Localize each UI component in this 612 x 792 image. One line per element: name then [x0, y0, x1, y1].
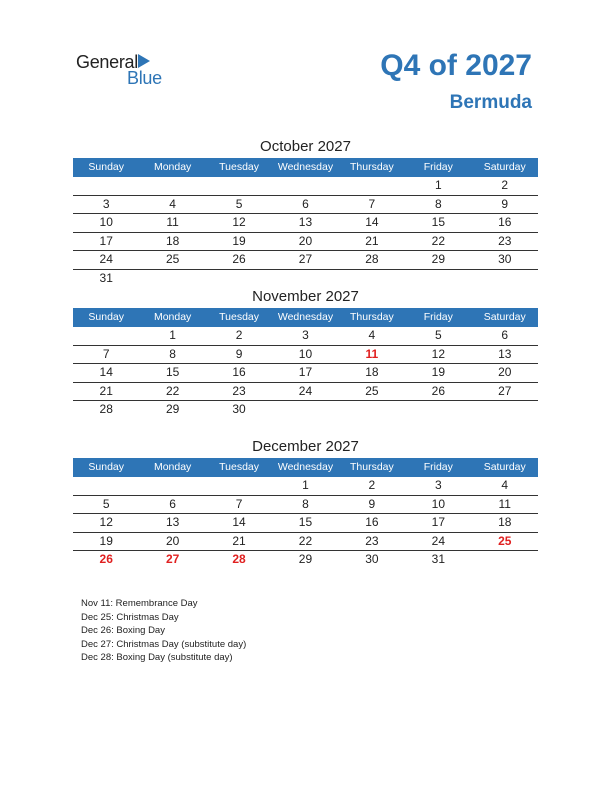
day-cell: 2 [235, 328, 243, 342]
week-row [73, 346, 538, 365]
holiday-note: Dec 26: Boxing Day [81, 625, 165, 636]
weekday-label: Saturday [483, 311, 526, 323]
holiday-note: Dec 25: Christmas Day [81, 611, 179, 623]
month-title: October 2027 [260, 138, 351, 155]
day-cell: 15 [298, 515, 313, 529]
weekday-label: Tuesday [219, 161, 259, 173]
day-cell: 6 [501, 328, 509, 342]
week-row [73, 214, 538, 233]
day-cell: 1 [169, 328, 176, 342]
weekday-label: Monday [153, 161, 192, 173]
day-cell: 5 [102, 496, 110, 511]
day-cell: 3 [434, 478, 442, 492]
day-cell [339, 401, 405, 419]
day-cell: 20 [298, 233, 313, 248]
day-cell: 7 [368, 196, 376, 211]
day-cell: 23 [498, 233, 512, 248]
day-cell: 3 [302, 328, 309, 342]
month-november [73, 286, 538, 419]
day-cell: 18 [365, 365, 379, 379]
day-cell: 11 [365, 346, 379, 361]
day-cell [73, 477, 139, 495]
week-row [73, 514, 538, 533]
week-row [73, 551, 538, 569]
holiday-note: Dec 27: Christmas Day (substitute day) [81, 638, 247, 650]
weekday-label: Tuesday [219, 461, 259, 473]
weekday-label: Wednesday [277, 461, 334, 473]
weekday-label: Sunday [88, 311, 125, 323]
day-cell: 27 [498, 383, 512, 398]
day-cell: 28 [365, 252, 379, 266]
day-cell: 19 [99, 533, 113, 548]
day-cell: 24 [99, 252, 113, 266]
week-row [73, 233, 538, 252]
day-cell: 16 [498, 215, 512, 229]
day-cell [472, 401, 538, 419]
day-cell: 3 [102, 196, 110, 211]
day-cell [272, 177, 338, 195]
day-cell: 29 [431, 252, 445, 266]
day-cell: 23 [232, 383, 246, 398]
day-cell: 5 [434, 328, 442, 342]
day-cell [272, 401, 338, 419]
weekday-label: Saturday [483, 161, 526, 173]
day-cell: 11 [166, 215, 179, 229]
day-cell: 4 [169, 196, 176, 211]
week-row [73, 251, 538, 270]
day-cell: 17 [431, 515, 445, 529]
day-cell: 27 [298, 252, 313, 266]
country-name: Bermuda [449, 92, 532, 113]
weekday-label: Monday [153, 311, 192, 323]
week-row [73, 401, 538, 419]
day-cell: 8 [302, 496, 309, 511]
day-cell: 31 [431, 552, 445, 566]
month-title: December 2027 [252, 438, 359, 455]
weekday-label: Tuesday [219, 311, 259, 323]
holiday-notes [81, 597, 246, 665]
day-cell: 24 [431, 533, 445, 548]
day-cell: 21 [232, 533, 246, 548]
day-cell: 14 [232, 515, 246, 529]
day-cell: 25 [365, 383, 379, 398]
day-cell: 23 [365, 533, 379, 548]
day-cell [339, 177, 405, 195]
week-row [73, 477, 538, 496]
day-cell [472, 270, 538, 288]
day-cell: 14 [365, 215, 379, 229]
page-title: Q4 of 2027 [380, 49, 532, 82]
day-cell [206, 477, 272, 495]
day-cell: 13 [298, 215, 313, 229]
day-cell: 26 [431, 383, 445, 398]
day-cell: 30 [365, 552, 379, 566]
weekday-label: Friday [423, 311, 453, 323]
week-row [73, 270, 538, 288]
weekday-label: Wednesday [277, 311, 334, 323]
weekday-header [73, 308, 538, 327]
day-cell: 12 [431, 346, 445, 361]
day-cell: 6 [169, 496, 176, 511]
day-cell: 21 [99, 383, 113, 398]
week-row [73, 533, 538, 552]
weekday-label: Sunday [88, 161, 125, 173]
day-cell: 28 [99, 402, 113, 416]
day-cell: 9 [368, 496, 376, 511]
day-cell: 21 [365, 233, 379, 248]
day-cell: 12 [99, 515, 113, 529]
day-cell [472, 551, 538, 569]
day-cell: 25 [165, 252, 180, 266]
day-cell: 16 [232, 365, 246, 379]
day-cell [73, 177, 139, 195]
day-cell: 1 [434, 178, 442, 192]
day-cell: 19 [232, 233, 246, 248]
weekday-label: Wednesday [277, 161, 334, 173]
day-cell [139, 177, 205, 195]
day-cell: 7 [102, 346, 110, 361]
day-cell: 2 [368, 478, 376, 492]
day-cell: 2 [501, 178, 509, 192]
day-cell: 29 [298, 552, 313, 566]
week-row [73, 177, 538, 196]
day-cell: 5 [235, 196, 243, 211]
day-cell: 19 [431, 365, 445, 379]
logo-general-text: General [76, 52, 138, 72]
day-cell: 28 [232, 552, 246, 566]
weekday-header [73, 158, 538, 177]
weekday-label: Thursday [350, 311, 394, 323]
day-cell [405, 401, 471, 419]
day-cell: 8 [434, 196, 442, 211]
holiday-note: Dec 28: Boxing Day (substitute day) [81, 652, 233, 663]
day-cell [139, 477, 205, 495]
month-title: November 2027 [252, 288, 359, 305]
day-cell: 18 [498, 515, 512, 529]
day-cell: 20 [498, 365, 512, 379]
day-cell: 15 [431, 215, 445, 229]
day-cell: 22 [298, 533, 313, 548]
day-cell: 20 [165, 533, 180, 548]
logo-blue-text: Blue [127, 68, 162, 88]
week-row [73, 364, 538, 383]
weekday-label: Thursday [350, 161, 394, 173]
day-cell [73, 327, 139, 345]
day-cell: 6 [302, 196, 309, 211]
day-cell: 22 [165, 383, 180, 398]
day-cell: 30 [498, 252, 512, 266]
day-cell [339, 270, 405, 288]
day-cell: 8 [169, 346, 176, 361]
day-cell [405, 270, 471, 288]
day-cell [206, 177, 272, 195]
week-row [73, 327, 538, 346]
day-cell: 18 [165, 233, 180, 248]
day-cell: 27 [165, 552, 180, 566]
day-cell: 10 [298, 346, 313, 361]
day-cell: 25 [498, 533, 512, 548]
day-cell: 15 [165, 365, 180, 379]
logo [76, 52, 176, 92]
day-cell: 4 [368, 328, 376, 342]
month-october [73, 136, 538, 287]
week-row [73, 196, 538, 215]
weekday-label: Friday [423, 461, 453, 473]
day-cell: 29 [165, 402, 180, 416]
weekday-label: Friday [423, 161, 453, 173]
day-cell [272, 270, 338, 288]
weekday-label: Thursday [350, 461, 394, 473]
day-cell: 10 [431, 496, 445, 511]
day-cell: 26 [232, 252, 246, 266]
week-row [73, 496, 538, 515]
day-cell [206, 270, 272, 288]
day-cell: 24 [298, 383, 313, 398]
day-cell: 10 [99, 215, 113, 229]
day-cell [139, 270, 205, 288]
day-cell: 31 [99, 270, 113, 285]
day-cell: 14 [99, 365, 113, 379]
day-cell: 12 [232, 215, 246, 229]
month-december [73, 436, 538, 569]
weekday-label: Sunday [88, 461, 125, 473]
day-cell: 16 [365, 515, 379, 529]
day-cell: 30 [232, 402, 246, 416]
holiday-note: Nov 11: Remembrance Day [81, 598, 198, 609]
week-row [73, 383, 538, 402]
weekday-label: Saturday [483, 461, 526, 473]
day-cell: 7 [235, 496, 243, 511]
day-cell: 17 [99, 233, 113, 248]
day-cell: 11 [498, 496, 511, 511]
day-cell: 17 [298, 365, 313, 379]
day-cell: 9 [501, 196, 509, 211]
weekday-header [73, 458, 538, 477]
weekday-label: Monday [153, 461, 192, 473]
day-cell: 26 [99, 552, 113, 566]
day-cell: 13 [498, 346, 512, 361]
logo-flag-icon [138, 54, 150, 68]
day-cell: 13 [165, 515, 180, 529]
day-cell: 9 [235, 346, 243, 361]
day-cell: 4 [501, 478, 509, 492]
day-cell: 1 [302, 478, 309, 492]
day-cell: 22 [431, 233, 445, 248]
